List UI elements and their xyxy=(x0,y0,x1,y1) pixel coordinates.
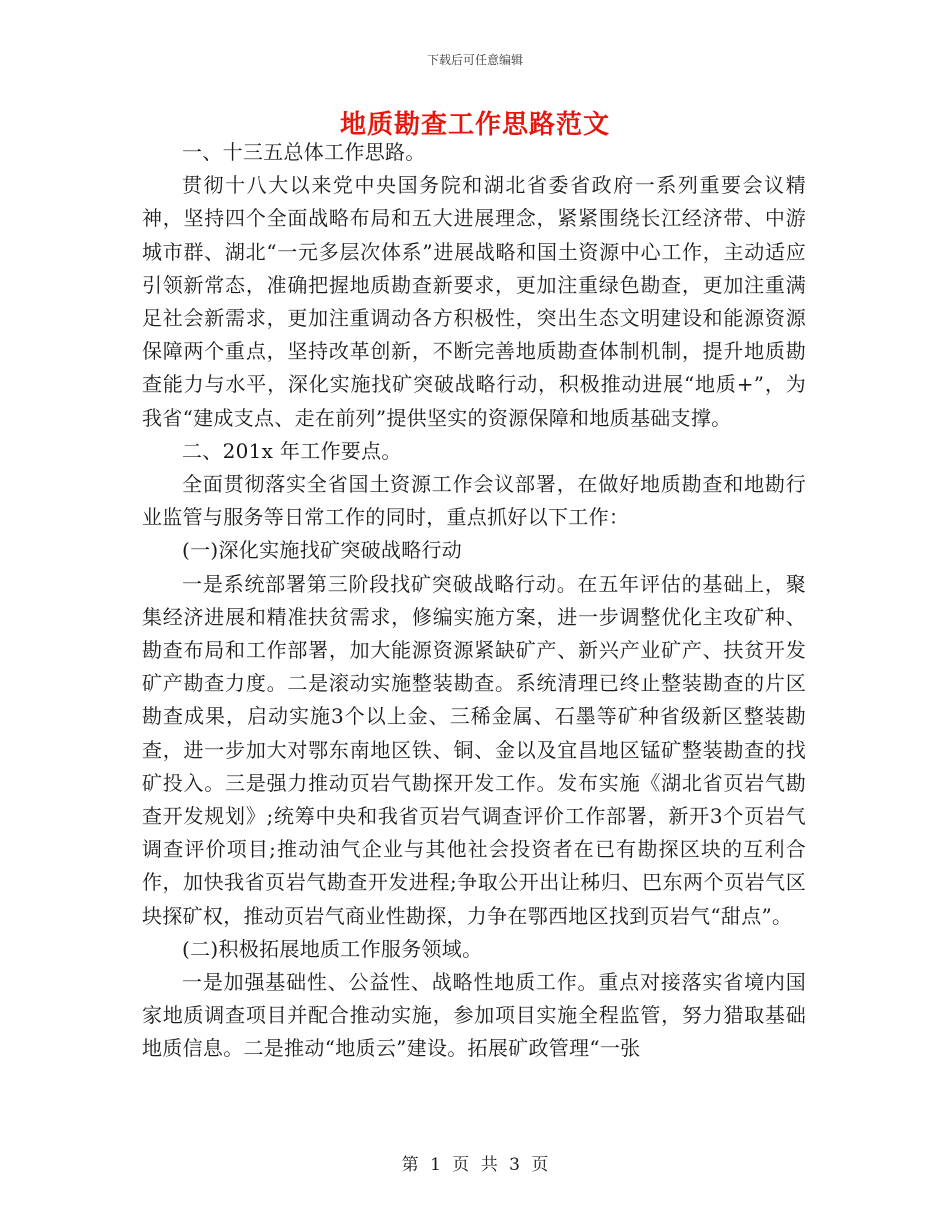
subsection-heading-1: (一)深化实施找矿突破战略行动 xyxy=(182,538,463,563)
subsection-heading-2: (二)积极拓展地质工作服务领域。 xyxy=(182,936,483,961)
document-body xyxy=(142,136,806,1066)
body-paragraph: 一是系统部署第三阶段找矿突破战略行动。在五年评估的基础上，聚集经济进展和精准扶贫需求，修编实施方案，进一步调整优化主攻矿种、勘查布局和工作部署，加大能源资源紧缺矿产、新兴产业矿产、扶贫开发矿产勘查力度。二是滚动实施整装勘查。系统清理已终止整装勘查的片区勘查成果，启动实施3个以上金、三稀金属、石墨等矿种省级新区整装勘查，进一步加大对鄂东南地区铁、铜、金以及宜昌地区锰矿整装勘查的找矿投入。三是强力推动页岩气勘探开发工作。发布实施《湖北省页岩气勘查开发规划》;统筹中央和我省页岩气调查评价工作部署，新开3个页岩气调查评价项目;推动油气企业与其他社会投资者在已有勘探区块的互利合作，加快我省页岩气勘查开发进程;争取公开出让秭归、巴东两个页岩气区块探矿权，推动页岩气商业性勘探，力争在鄂西地区找到页岩气“甜点”。 xyxy=(142,571,806,928)
page-header-note: 下载后可任意编辑 xyxy=(426,53,523,67)
body-paragraph: 贯彻十八大以来党中央国务院和湖北省委省政府一系列重要会议精神，坚持四个全面战略布局和五大进展理念，紧紧围绕长江经济带、中游城市群、湖北“一元多层次体系”进展战略和国土资源中心工作，主动适应引领新常态，准确把握地质勘查新要求，更加注重绿色勘查，更加注重满足社会新需求，更加注重调动各方积极性，突出生态文明建设和能源资源保障两个重点，坚持改革创新，不断完善地质勘查体制机制，提升地质勘查能力与水平，深化实施找矿突破战略行动，积极推动进展“地质+”，为我省“建成支点、走在前列”提供坚实的资源保障和地质基础支撑。 xyxy=(142,173,806,430)
page-number-footer: 第 1 页 共 3 页 xyxy=(401,1155,549,1175)
body-paragraph: 一是加强基础性、公益性、战略性地质工作。重点对接落实省境内国家地质调查项目并配合推动实施，参加项目实施全程监管，努力猎取基础地质信息。二是推动“地质云”建设。拓展矿政管理“一张 xyxy=(142,970,806,1061)
body-paragraph: 全面贯彻落实全省国土资源工作会议部署，在做好地质勘查和地勘行业监管与服务等日常工作的同时，重点抓好以下工作： xyxy=(142,472,806,530)
section-heading-1: 一、十三五总体工作思路。 xyxy=(182,140,426,164)
document-title: 地质勘查工作思路范文 xyxy=(339,110,610,140)
section-heading-2: 二、201x 年工作要点。 xyxy=(182,438,402,463)
